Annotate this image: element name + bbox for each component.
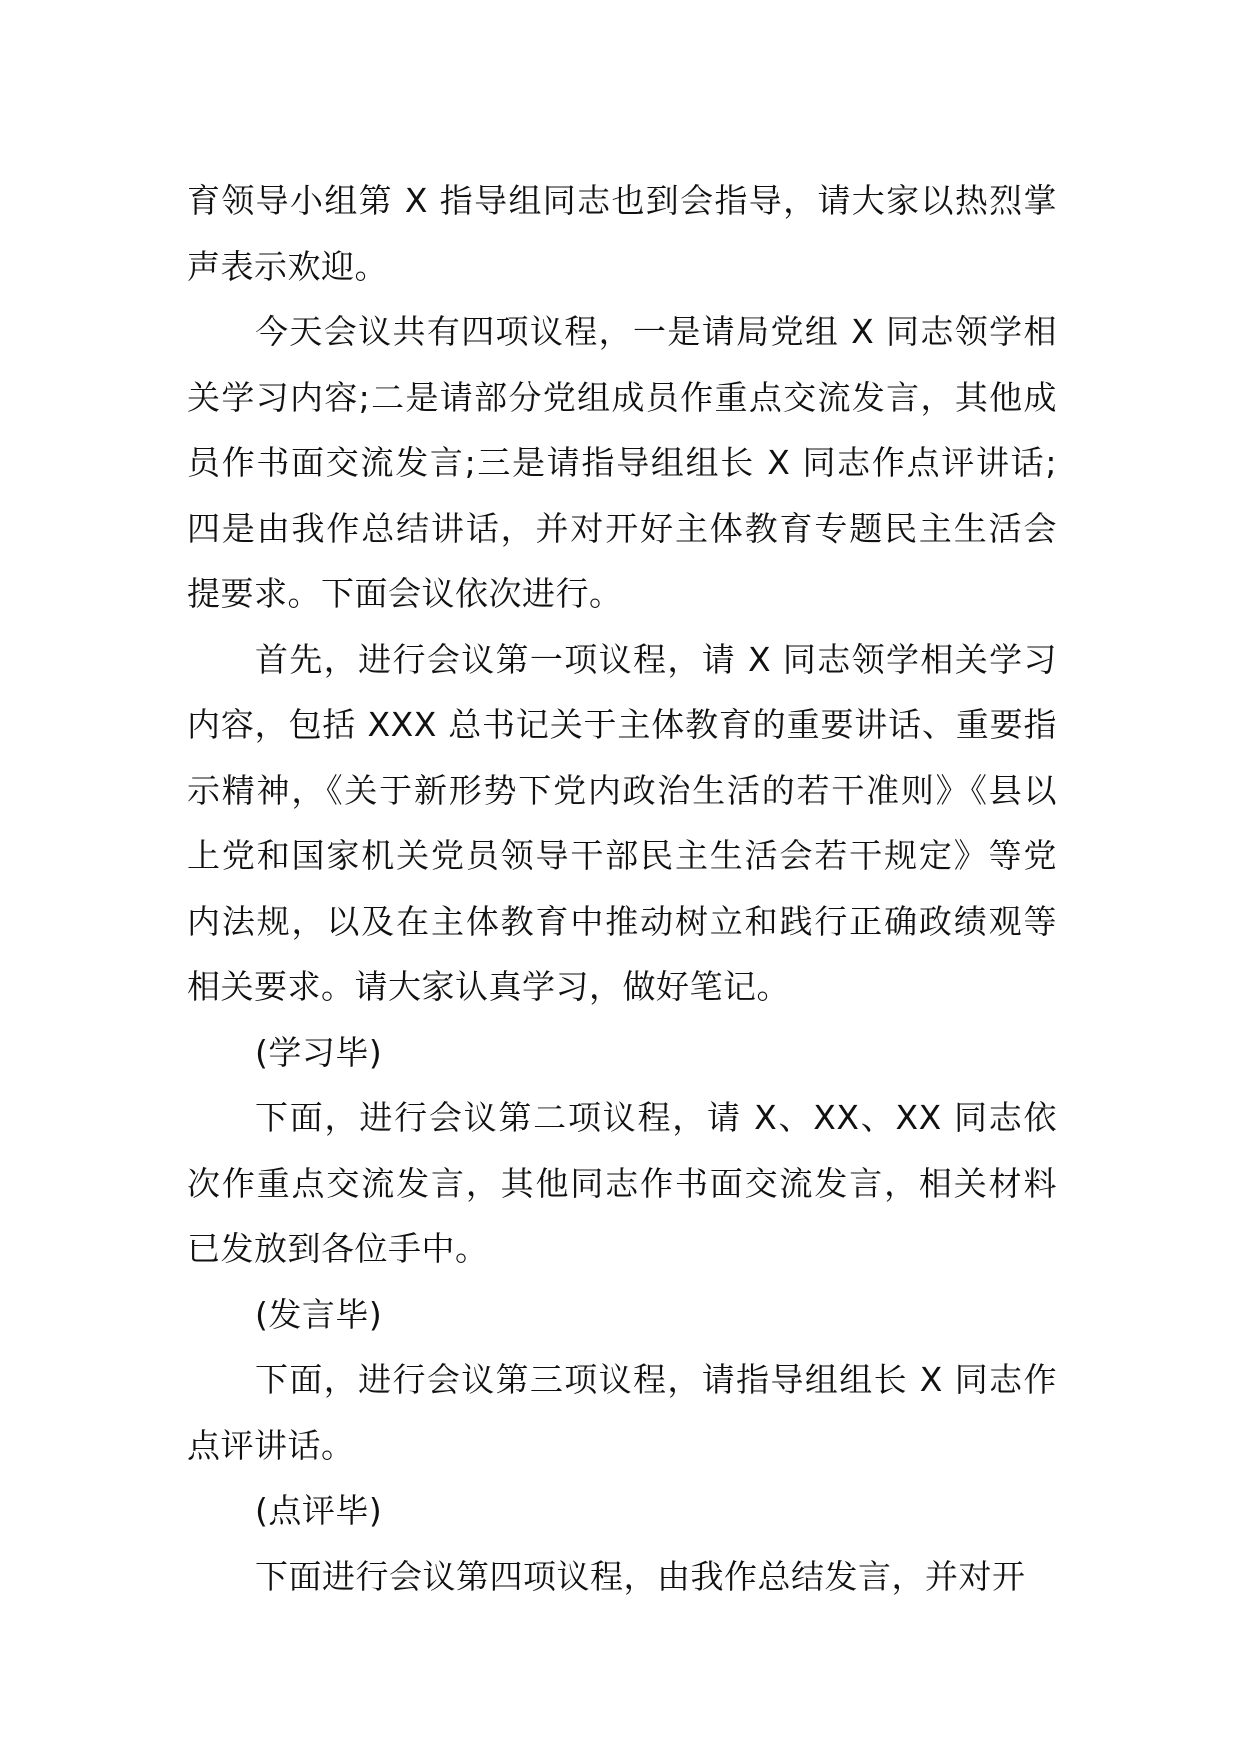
paragraph-agenda-item-4: 下面进行会议第四项议程，由我作总结发言，并对开 [255, 1556, 1026, 1596]
note-study-finished: (学习毕) [255, 1032, 383, 1072]
paragraph-agenda-item-1: 首先，进行会议第一项议程，请 X 同志领学相关学习内容，包括 XXX 总书记关于主体教育的重要讲话、重要指示精神，《关于新形势下党内政治生活的若干准则》《县以上党和国家机关党员领导干部民主生活会若干规定》等党内法规，以及在主体教育中推动树立和践行正确政绩观等相关要求。请大家认真学习，做好笔记。 [187, 639, 1057, 1006]
paragraph-agenda-item-2: 下面，进行会议第二项议程，请 X、XX、XX 同志依次作重点交流发言，其他同志作书面交流发言，相关材料已发放到各位手中。 [187, 1098, 1057, 1268]
paragraph-agenda-item-3: 下面，进行会议第三项议程，请指导组组长 X 同志作点评讲话。 [187, 1360, 1057, 1465]
note-speech-finished: (发言毕) [255, 1294, 383, 1334]
note-comment-finished: (点评毕) [255, 1491, 383, 1530]
paragraph-agenda-overview: 今天会议共有四项议程，一是请局党组 X 同志领学相关学习内容;二是请部分党组成员作重点交流发言，其他成员作书面交流发言;三是请指导组组长 X 同志作点评讲话;四是由我作总结讲话，并对开好主体教育专题民主生活会提要求。下面会议依次进行。 [187, 312, 1057, 613]
document-body [187, 168, 1057, 1609]
paragraph-continuation: 育领导小组第 X 指导组同志也到会指导，请大家以热烈掌声表示欢迎。 [187, 181, 1057, 286]
